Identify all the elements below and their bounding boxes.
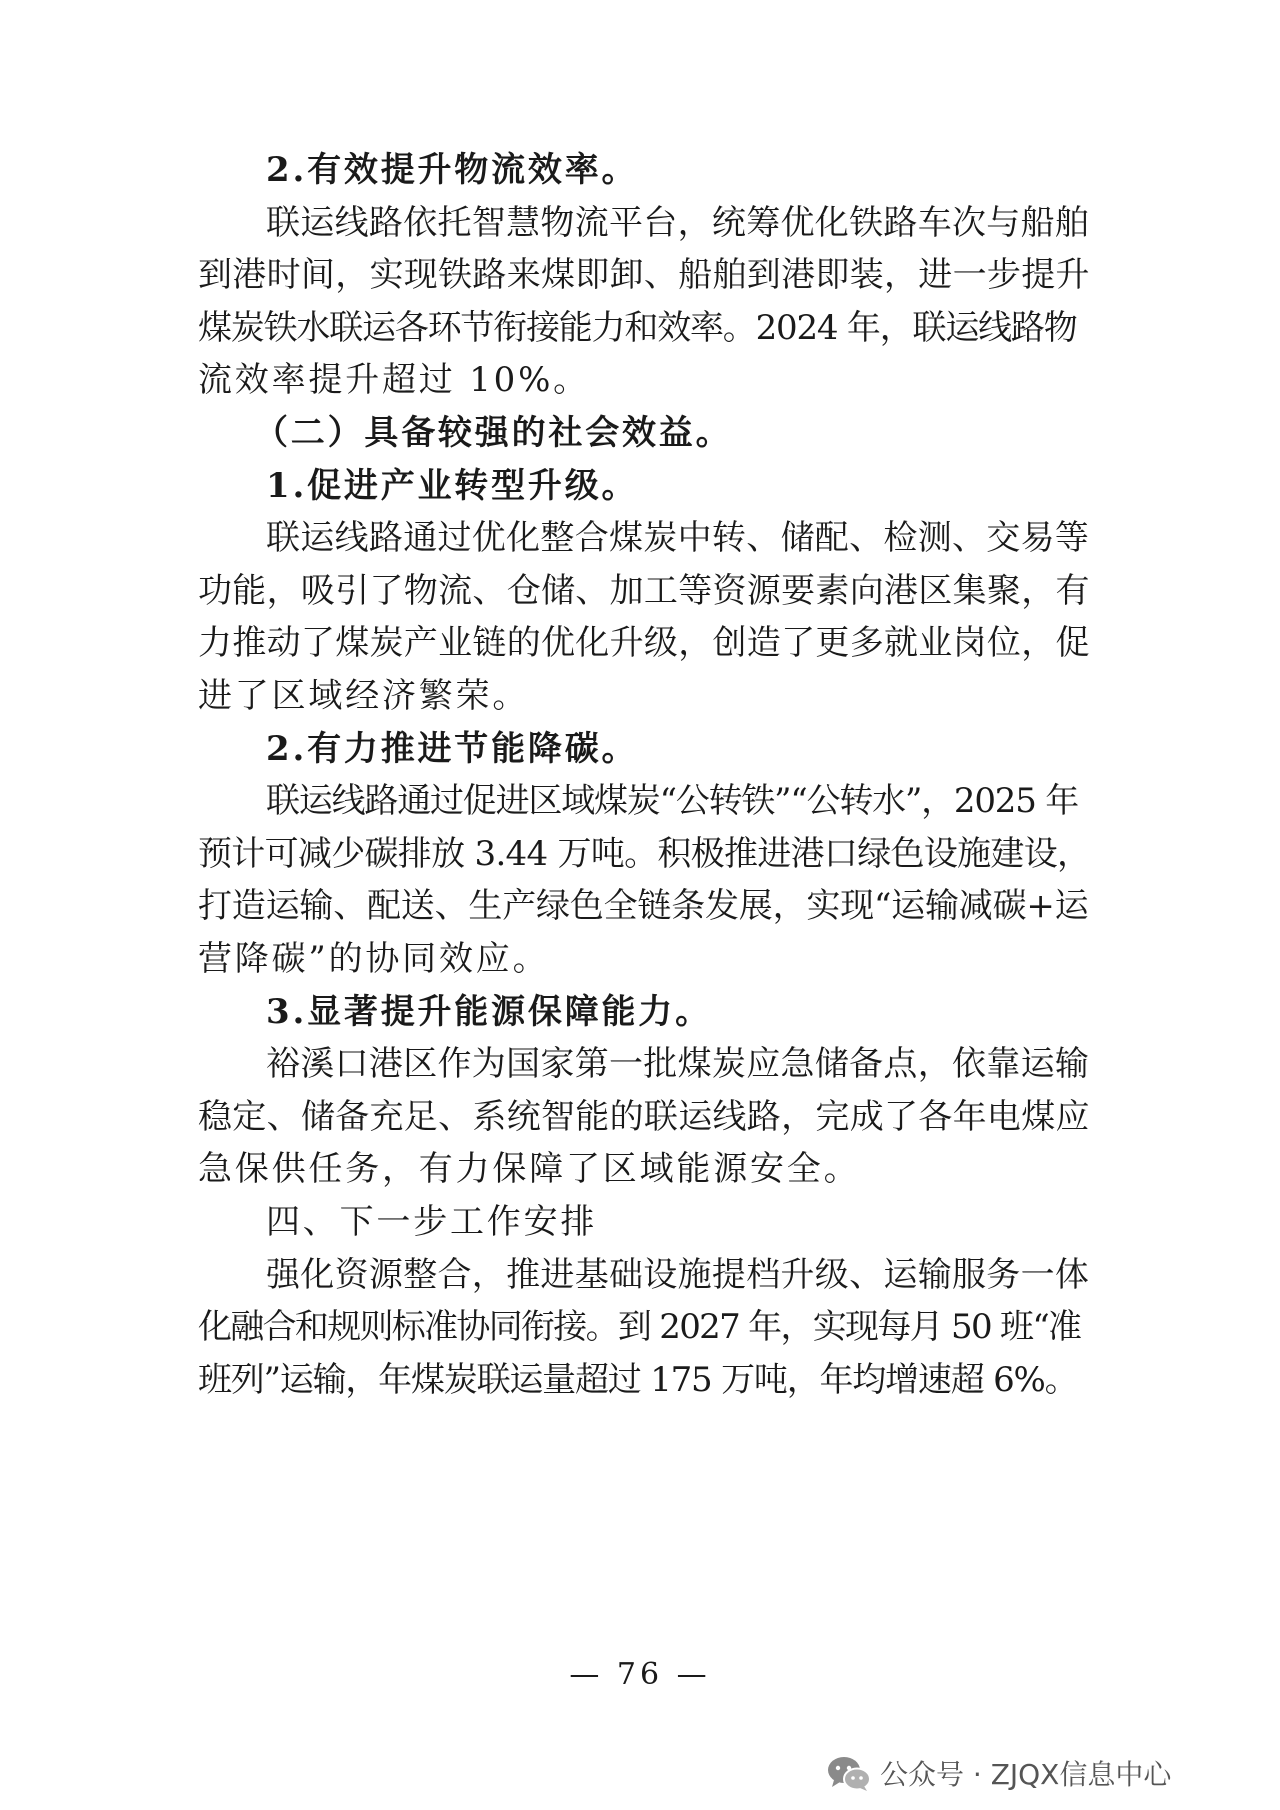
- section-heading: 1.促进产业转型升级。: [266, 465, 639, 506]
- paragraph-line: 联运线路依托智慧物流平台，统筹优化铁路车次与船舶: [266, 202, 1090, 243]
- page-number: — 76 —: [569, 1657, 711, 1692]
- section-heading: 2.有力推进节能降碳。: [266, 728, 639, 769]
- paragraph-line: 进了区域经济繁荣。: [198, 676, 530, 716]
- paragraph-line: 稳定、储备充足、系统智能的联运线路，完成了各年电煤应: [198, 1096, 1090, 1137]
- section-heading: （二）具备较强的社会效益。: [254, 413, 733, 453]
- watermark: [826, 1745, 1171, 1801]
- paragraph-line: 预计可减少碳排放 3.44 万吨。积极推进港口绿色设施建设，: [198, 833, 1091, 874]
- section-heading: 2.有效提升物流效率。: [266, 150, 639, 190]
- paragraph-line: 力推动了煤炭产业链的优化升级，创造了更多就业岗位，促: [198, 623, 1090, 664]
- paragraph-line: 联运线路通过促进区域煤炭“公转铁”“公转水”，2025 年: [266, 781, 1079, 822]
- paragraph-line: 流效率提升超过 10%。: [198, 360, 590, 401]
- section-heading: 3.显著提升能源保障能力。: [266, 991, 712, 1032]
- watermark-text: 公众号 · ZJQX信息中心: [880, 1758, 1172, 1791]
- paragraph-line: 功能，吸引了物流、仓储、加工等资源要素向港区集聚，有: [198, 570, 1090, 611]
- paragraph-line: 裕溪口港区作为国家第一批煤炭应急储备点，依靠运输: [266, 1044, 1090, 1085]
- paragraph-line: 打造运输、配送、生产绿色全链条发展，实现“运输减碳+运: [198, 886, 1089, 927]
- wechat-icon: [826, 1753, 872, 1793]
- paragraph-line: 强化资源整合，推进基础设施提档升级、运输服务一体: [266, 1254, 1090, 1295]
- paragraph-line: 煤炭铁水联运各环节衔接能力和效率。2024 年，联运线路物: [198, 307, 1077, 348]
- paragraph-line: 营降碳”的协同效应。: [198, 939, 550, 979]
- paragraph-line: 急保供任务，有力保障了区域能源安全。: [198, 1149, 861, 1190]
- paragraph-line: 联运线路通过优化整合煤炭中转、储配、检测、交易等: [266, 518, 1090, 559]
- paragraph-line: 化融合和规则标准协同衔接。到 2027 年，实现每月 50 班“准: [198, 1307, 1081, 1348]
- paragraph-line: 四、下一步工作安排: [266, 1202, 598, 1242]
- paragraph-line: 到港时间，实现铁路来煤即卸、船舶到港即装，进一步提升: [198, 255, 1090, 296]
- paragraph-line: 班列”运输，年煤炭联运量超过 175 万吨，年均增速超 6%。: [198, 1359, 1078, 1400]
